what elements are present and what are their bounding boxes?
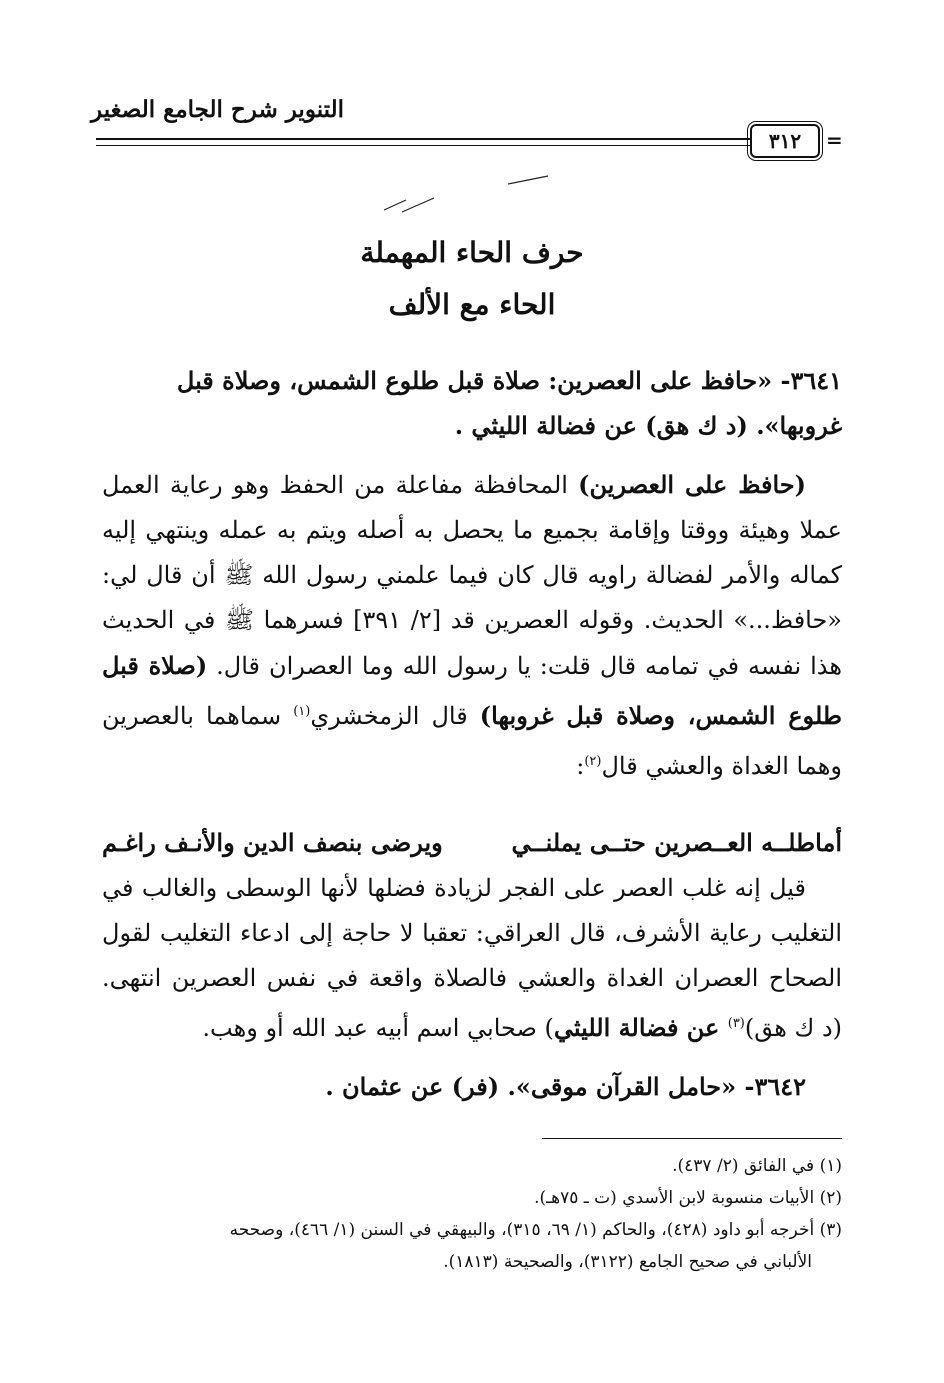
header-rule — [96, 138, 750, 146]
commentary-text-3: سماهما بالعصرين وهما الغداة والعشي قال — [102, 702, 842, 780]
commentary-2-narrator: عن فضالة الليثي — [553, 1013, 728, 1042]
hadith-3642 — [102, 1064, 842, 1109]
commentary-lemma: (حافظ على العصرين) — [578, 470, 806, 499]
footnote-ref-3[interactable]: (٣) — [727, 1016, 745, 1031]
commentary-paragraph-2 — [102, 866, 842, 1051]
footnote-3: (٣) أخرجه أبو داود (٤٢٨)، والحاكم (١/ ٦٩، ٣١٥)، والبيهقي في السنن (١/ ٤٦٦)، وصححه — [229, 1220, 842, 1240]
poem-hemistich-2: ويرضى بنصف الدين والأنـف راغـم — [102, 828, 443, 857]
running-title: التنوير شرح الجامع الصغير — [91, 96, 344, 123]
chapter-heading: حرف الحاء المهملة — [360, 236, 584, 269]
hadith-3641 — [102, 358, 842, 448]
footnote-2: (٢) الأبيات منسوبة لابن الأسدي (ت ـ ٧٥هـ). — [534, 1188, 842, 1208]
commentary-text-2: قال الزمخشري — [310, 702, 480, 730]
hadith-3642-text: ٣٦٤٢- «حامل القرآن موقى». (فر) عن عثمان . — [325, 1072, 806, 1101]
footnote-ref-2[interactable]: (٢) — [584, 754, 602, 769]
section-heading: الحاء مع الألف — [388, 288, 556, 321]
commentary-text: المحافظة مفاعلة من الحفظ وهو رعاية العمل عملا وهيئة ووقتا وإقامة بجميع ما يحصل به أصله ويتم به عمله وينتهي إليه كماله والأمر لفضالة راويه قال كان فيما علمني رسول الله ﷺ أن قال لي: «حافظ...» الحديث. وقوله العصرين قد [٢/ ٣٩١] فسرهما ﷺ في الحديث هذا نفسه في تمامه قال قلت: يا رسول الله وما العصران قال. — [102, 471, 843, 680]
footnote-3-continuation: الألباني في صحيح الجامع (٣١٢٢)، والصحيحة (١٨١٣). — [443, 1252, 812, 1272]
commentary-2-rest: ) صحابي اسم أبيه عبد الله أو وهب. — [202, 1014, 554, 1042]
decorative-strokes-icon — [380, 170, 560, 220]
page-number: ٣١٢ — [750, 124, 820, 158]
footnote-separator — [542, 1138, 842, 1139]
commentary-lemma-2: (صلاة قبل طلوع الشمس، وصلاة قبل غروبها) — [102, 651, 842, 730]
commentary-2-text: قيل إنه غلب العصر على الفجر لزيادة فضلها لأنها الوسطى والغالب في التغليب رعاية الأشرف، قال العراقي: تعقبا لا حاجة إلى ادعاء التغليب لقول الصحاح العصران الغداة والعشي فالصلاة واقعة في نفس العصرين انتهى. (د ك هق) — [102, 874, 843, 1042]
page-number-mark: = — [826, 128, 843, 152]
footnotes — [102, 1150, 842, 1278]
commentary-paragraph-1 — [102, 462, 842, 789]
footnote-ref-1[interactable]: (١) — [293, 704, 311, 719]
footnote-1: (١) في الفائق (٢/ ٤٣٧). — [672, 1156, 842, 1176]
commentary-colon: : — [576, 752, 585, 780]
hadith-3641-line1: ٣٦٤١- «حافظ على العصرين: صلاة قبل طلوع الشمس، وصلاة قبل — [176, 366, 842, 395]
hadith-3641-line2: غروبها». (د ك هق) عن فضالة الليثي . — [454, 411, 842, 440]
poem-verse — [102, 820, 842, 865]
poem-hemistich-1: أماطلــه العــصرين حتــى يملنــي — [511, 828, 842, 857]
